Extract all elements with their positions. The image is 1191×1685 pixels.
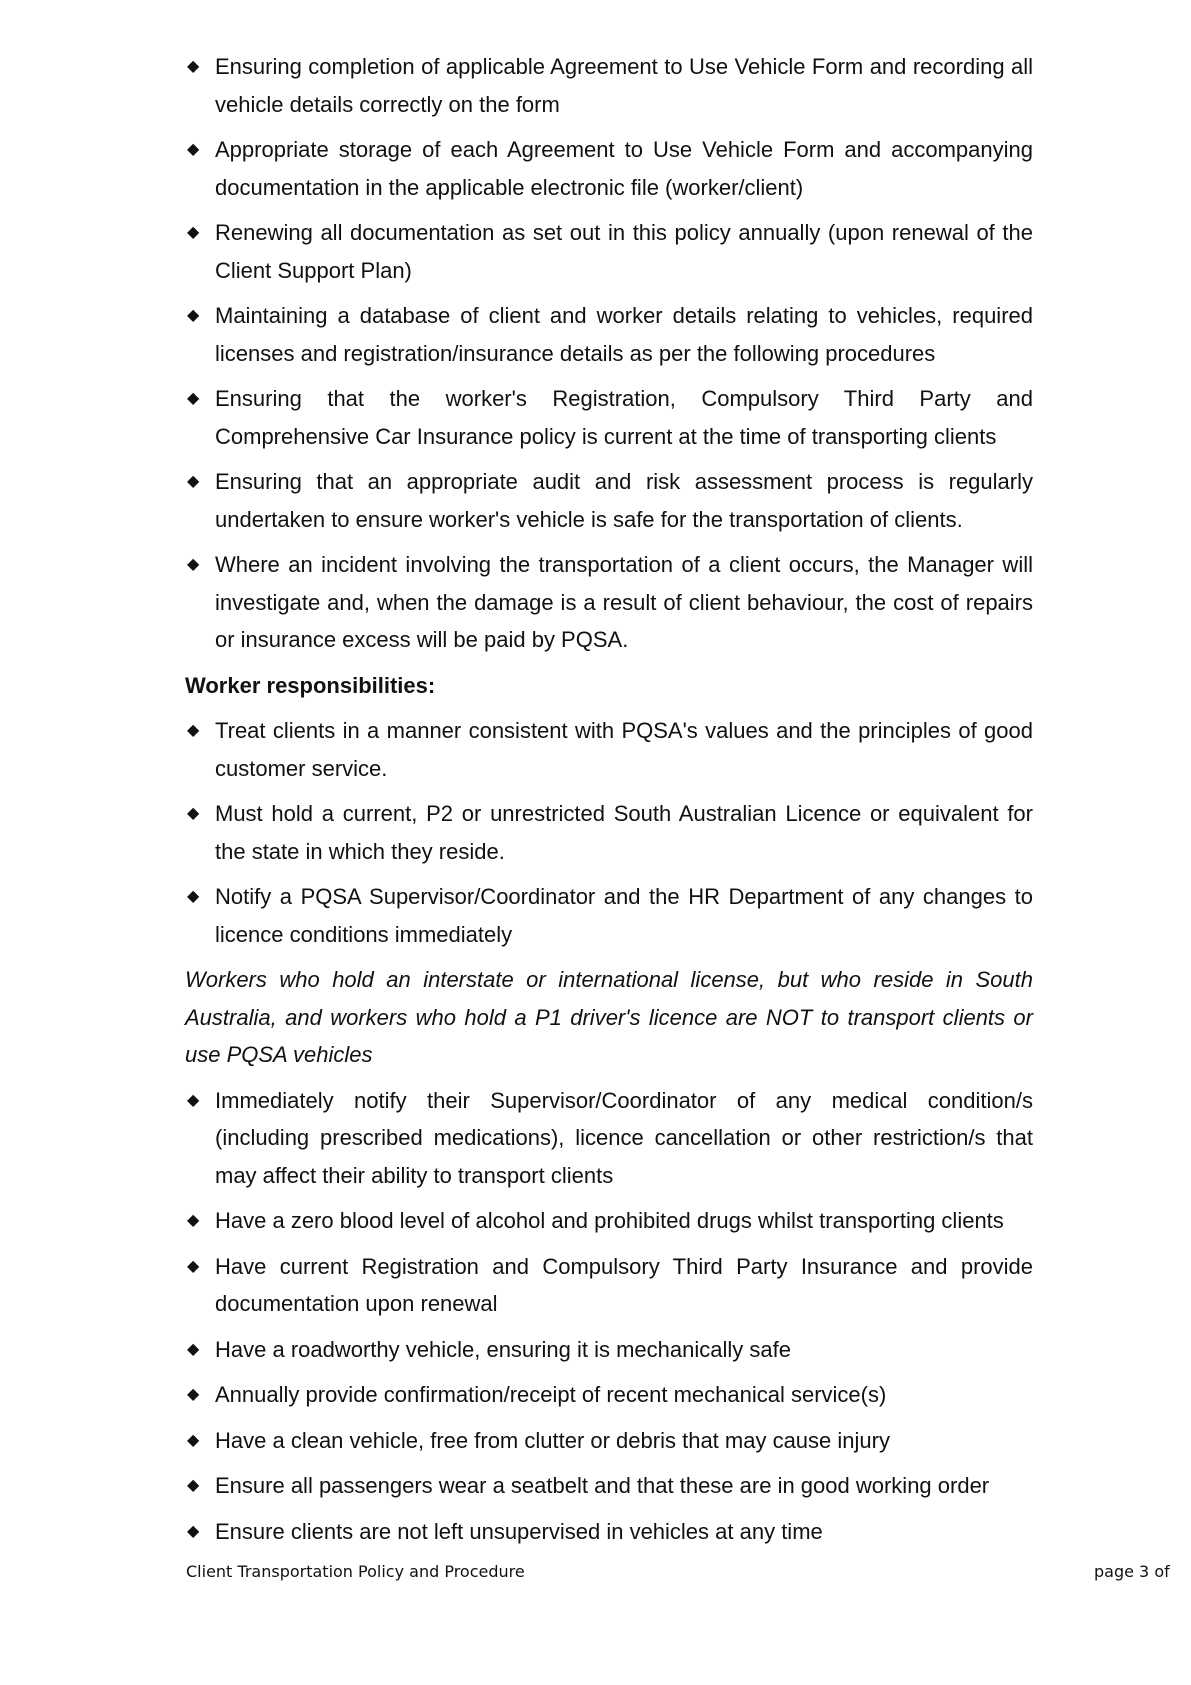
- page-content: [185, 48, 1033, 1558]
- list-item: ◆ Ensuring that an appropriate audit and risk assessment process is regularly undertaken to ensure worker's vehicle is safe for the transportation of clients.: [185, 463, 1033, 538]
- diamond-bullet-icon: ◆: [187, 224, 200, 241]
- list-item: ◆ Renewing all documentation as set out in this policy annually (upon renewal of the Client Support Plan): [185, 214, 1033, 289]
- diamond-bullet-icon: ◆: [187, 1091, 200, 1109]
- footer-page-number: page 3 of: [1094, 1562, 1170, 1581]
- diamond-bullet-icon: ◆: [187, 307, 200, 324]
- diamond-bullet-icon: ◆: [187, 1257, 200, 1275]
- list-item: ◆ Ensure all passengers wear a seatbelt and that these are in good working order: [185, 1467, 1033, 1505]
- list-item: ◆ Immediately notify their Supervisor/Coordinator of any medical condition/s (including prescribed medications), licence cancellation or other restriction/s that may affect their ability to transport clients: [185, 1082, 1033, 1195]
- worker-responsibilities-list-continued: [185, 1082, 1033, 1551]
- list-item: ◆ Annually provide confirmation/receipt of recent mechanical service(s): [185, 1376, 1033, 1414]
- diamond-bullet-icon: ◆: [187, 1522, 200, 1540]
- diamond-bullet-icon: ◆: [187, 1431, 200, 1449]
- diamond-bullet-icon: ◆: [187, 1477, 200, 1494]
- diamond-bullet-icon: ◆: [187, 390, 200, 407]
- worker-responsibilities-list: [185, 712, 1033, 953]
- list-item: ◆ Ensuring completion of applicable Agreement to Use Vehicle Form and recording all vehicle details correctly on the form: [185, 48, 1033, 123]
- list-item: ◆ Where an incident involving the transportation of a client occurs, the Manager will investigate and, when the damage is a result of client behaviour, the cost of repairs or insurance excess will be paid by PQSA.: [185, 546, 1033, 659]
- list-item: ◆ Ensuring that the worker's Registration, Compulsory Third Party and Comprehensive Car Insurance policy is current at the time of transporting clients: [185, 380, 1033, 455]
- diamond-bullet-icon: ◆: [187, 1340, 200, 1358]
- diamond-bullet-icon: ◆: [187, 1386, 200, 1403]
- diamond-bullet-icon: ◆: [187, 1212, 200, 1229]
- list-item: ◆ Ensure clients are not left unsupervised in vehicles at any time: [185, 1513, 1033, 1551]
- manager-responsibilities-list: [185, 48, 1033, 659]
- list-item: ◆ Notify a PQSA Supervisor/Coordinator and the HR Department of any changes to licence conditions immediately: [185, 878, 1033, 953]
- footer-document-title: Client Transportation Policy and Procedure: [186, 1562, 525, 1581]
- worker-responsibilities-heading: Worker responsibilities:: [185, 672, 436, 698]
- list-item: ◆ Have a roadworthy vehicle, ensuring it is mechanically safe: [185, 1331, 1033, 1369]
- diamond-bullet-icon: ◆: [187, 58, 200, 75]
- diamond-bullet-icon: ◆: [187, 141, 200, 158]
- list-item: ◆ Have a zero blood level of alcohol and prohibited drugs whilst transporting clients: [185, 1202, 1033, 1240]
- list-item: ◆ Must hold a current, P2 or unrestricted South Australian Licence or equivalent for the state in which they reside.: [185, 795, 1033, 870]
- list-item: ◆ Maintaining a database of client and worker details relating to vehicles, required licenses and registration/insurance details as per the following procedures: [185, 297, 1033, 372]
- diamond-bullet-icon: ◆: [187, 556, 200, 573]
- licence-restriction-note: Workers who hold an interstate or international license, but who reside in South Australia, and workers who hold a P1 driver's licence are NOT to transport clients or use PQSA vehicles: [185, 967, 1033, 1067]
- list-item: ◆ Appropriate storage of each Agreement to Use Vehicle Form and accompanying documentation in the applicable electronic file (worker/client): [185, 131, 1033, 206]
- diamond-bullet-icon: ◆: [187, 805, 200, 822]
- diamond-bullet-icon: ◆: [187, 722, 200, 739]
- diamond-bullet-icon: ◆: [187, 888, 200, 905]
- list-item: ◆ Have a clean vehicle, free from clutter or debris that may cause injury: [185, 1422, 1033, 1460]
- diamond-bullet-icon: ◆: [187, 473, 200, 490]
- list-item: ◆ Have current Registration and Compulsory Third Party Insurance and provide documentation upon renewal: [185, 1248, 1033, 1323]
- list-item: ◆ Treat clients in a manner consistent with PQSA's values and the principles of good customer service.: [185, 712, 1033, 787]
